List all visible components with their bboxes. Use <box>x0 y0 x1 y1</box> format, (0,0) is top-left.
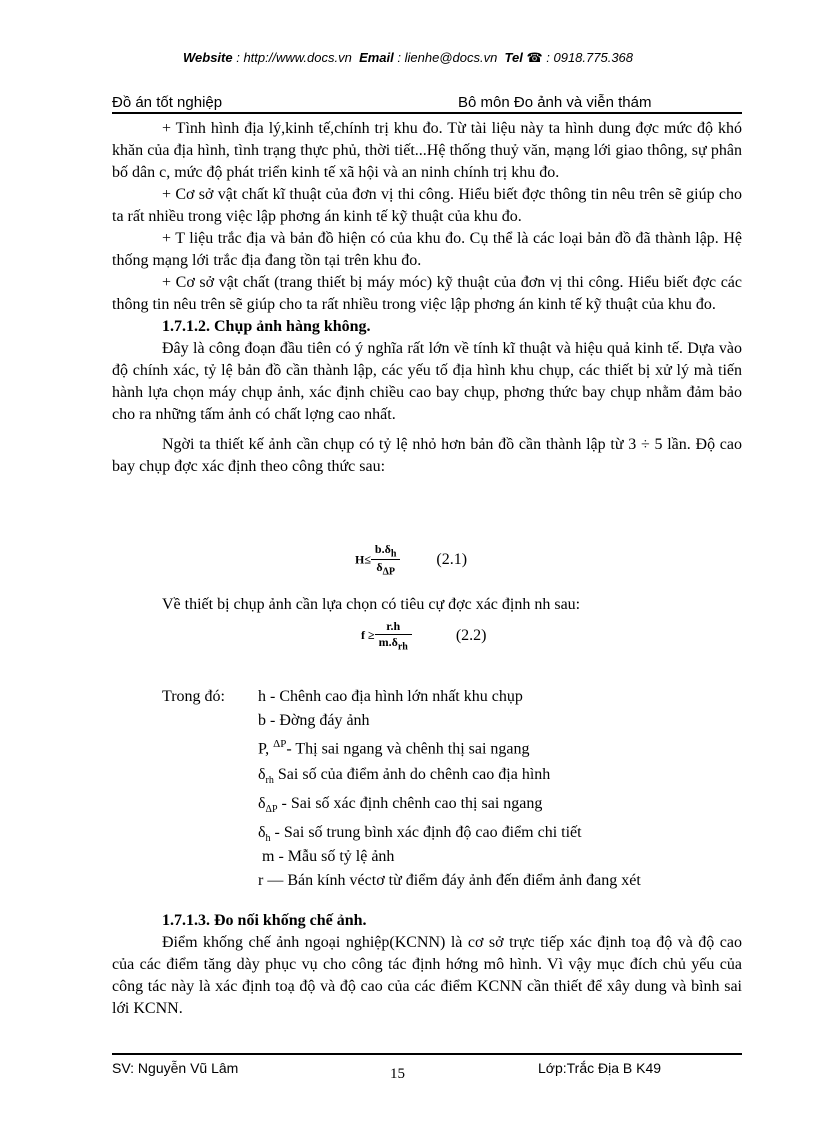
email-value[interactable]: : lienhe@docs.vn <box>397 50 498 65</box>
heading-do-noi: 1.7.1.3. Đo nối khống chế ảnh. <box>162 912 367 929</box>
formula-2-num: r.h <box>375 619 412 635</box>
website-label: Website <box>182 50 233 65</box>
paragraph-chup-anh: Đây là công đoạn đầu tiên có ý nghĩa rất lớn về tính kĩ thuật và hiệu quả kinh tế. Dựa vào độ chính xác, tỷ lệ bản đồ cần thành lập, các yếu tố địa hình khu chụp, các thiết bị xử lý mà tiến hành lựa chọn máy chụp ảnh, xác định chiều cao bay chụp, phơng thức bay chụp nhằm đảm bảo cho ra những tấm ảnh có chất lợng cao nhất. <box>112 340 742 423</box>
footer-student: SV: Nguyễn Vũ Lâm <box>112 1060 239 1076</box>
document-body-3 <box>112 910 742 1020</box>
paragraph-ty-le: Ngời ta thiết kế ảnh cần chụp có tỷ lệ nhỏ hơn bản đồ cần thành lập từ 3 ÷ 5 lần. Độ cao bay chụp đợc xác định theo công thức sau: <box>112 436 742 475</box>
email-label: Email <box>359 50 394 65</box>
running-header <box>112 92 742 112</box>
header-department: Bô môn Đo ảnh và viễn thám <box>458 94 652 111</box>
header-rule <box>112 112 742 114</box>
formula-2-2 <box>361 619 486 652</box>
legend-intro: Trong đó: <box>162 688 225 705</box>
legend-p: P, $^{\Delta P}$- Thị sai ngang và chênh thị sai ngang <box>258 738 530 758</box>
document-body-2 <box>112 594 742 616</box>
legend-r: r — Bán kính véctơ từ điểm đáy ảnh đến điểm ảnh đang xét <box>258 872 641 889</box>
legend-m: m - Mẫu số tỷ lệ ảnh <box>262 848 395 865</box>
header-thesis-title: Đồ án tốt nghiệp <box>112 94 223 111</box>
formula-2-1 <box>355 542 467 578</box>
formula-2-den: m.δ <box>378 635 398 649</box>
formula-2-lhs: f ≥ <box>361 628 375 643</box>
legend-delta-rh: $\delta_{rh}$ Sai số của điểm ảnh do chênh cao địa hình <box>258 766 551 787</box>
paragraph-co-so-1: + Cơ sở vật chất kĩ thuật của đơn vị thi công. Hiểu biết đợc thông tin nêu trên sẽ giúp cho ta rất nhiều trong việc lập phơng án kinh tế kỹ thuật của khu đo. <box>112 186 742 225</box>
paragraph-tu-lieu: + T liệu trắc địa và bản đồ hiện có của khu đo. Cụ thể là các loại bản đồ đã thành lập. Hệ thống mạng lới trắc địa đang tồn tại trên khu đo. <box>112 230 742 269</box>
page-number: 15 <box>390 1066 405 1082</box>
footer-rule <box>112 1053 742 1055</box>
formula-1-lhs: H≤ <box>355 552 371 567</box>
paragraph-kcnn: Điểm khống chế ảnh ngoại nghiệp(KCNN) là cơ sở trực tiếp xác định toạ độ và độ cao của các điểm tăng dày phục vụ cho công tác định hớng mô hình. Vì vậy mục đích chủ yếu của công tác này là xác định toạ độ và độ cao của các điểm KCNN cần thiết để xây dung và bình sai lới KCNN. <box>112 934 742 1017</box>
formula-2-number: (2.2) <box>455 626 487 644</box>
formula-1-num-sub: h <box>390 548 397 560</box>
footer-class: Lớp:Trắc Địa B K49 <box>538 1060 662 1076</box>
tel-label: Tel ☎ <box>504 50 543 65</box>
paragraph-tieu-cu: Về thiết bị chụp ảnh cần lựa chọn có tiêu cự đợc xác định nh sau: <box>162 596 581 613</box>
formula-1-den-sub: ΔP <box>382 566 395 578</box>
formula-2-den-sub: rh <box>397 641 408 653</box>
formula-1-fraction <box>371 542 400 578</box>
paragraph-dia-ly: + Tình hình địa lý,kinh tế,chính trị khu đo. Từ tài liệu này ta hình dung đợc mức độ khó khăn của địa hình, tình trạng thực phủ, thời tiết...Hệ thống thuỷ văn, mạng lới giao thông, sự phân bố dân c, mức độ phát triển kinh tế xã hội và an ninh chính trị khu đo. <box>112 120 742 181</box>
tel-value: : 0918.775.368 <box>546 50 634 65</box>
formula-1-number: (2.1) <box>436 550 468 568</box>
legend-delta-h: $\delta_h$ - Sai số trung bình xác định độ cao điểm chi tiết <box>258 824 582 845</box>
formula-2-fraction <box>375 619 412 652</box>
paragraph-co-so-2: + Cơ sở vật chất (trang thiết bị máy móc) kỹ thuật của đơn vị thi công. Hiểu biết đợc các thông tin nêu trên sẽ giúp cho ta rất nhiều trong việc lập phơng án kinh tế kỹ thuật của khu đo. <box>112 274 742 313</box>
legend-b: b - Đờng đáy ảnh <box>258 712 370 729</box>
legend-h: h - Chênh cao địa hình lớn nhất khu chụp <box>258 688 523 705</box>
formula-1-den: δ <box>376 560 383 575</box>
website-banner <box>0 50 816 66</box>
legend-delta-ap: $\delta_{\Delta P}$ - Sai số xác định chênh cao thị sai ngang <box>258 795 543 816</box>
document-body <box>112 118 742 478</box>
website-value[interactable]: : http://www.docs.vn <box>236 50 352 65</box>
formula-1-num: b.δ <box>374 542 391 556</box>
heading-chup-anh: 1.7.1.2. Chụp ảnh hàng không. <box>162 318 371 335</box>
